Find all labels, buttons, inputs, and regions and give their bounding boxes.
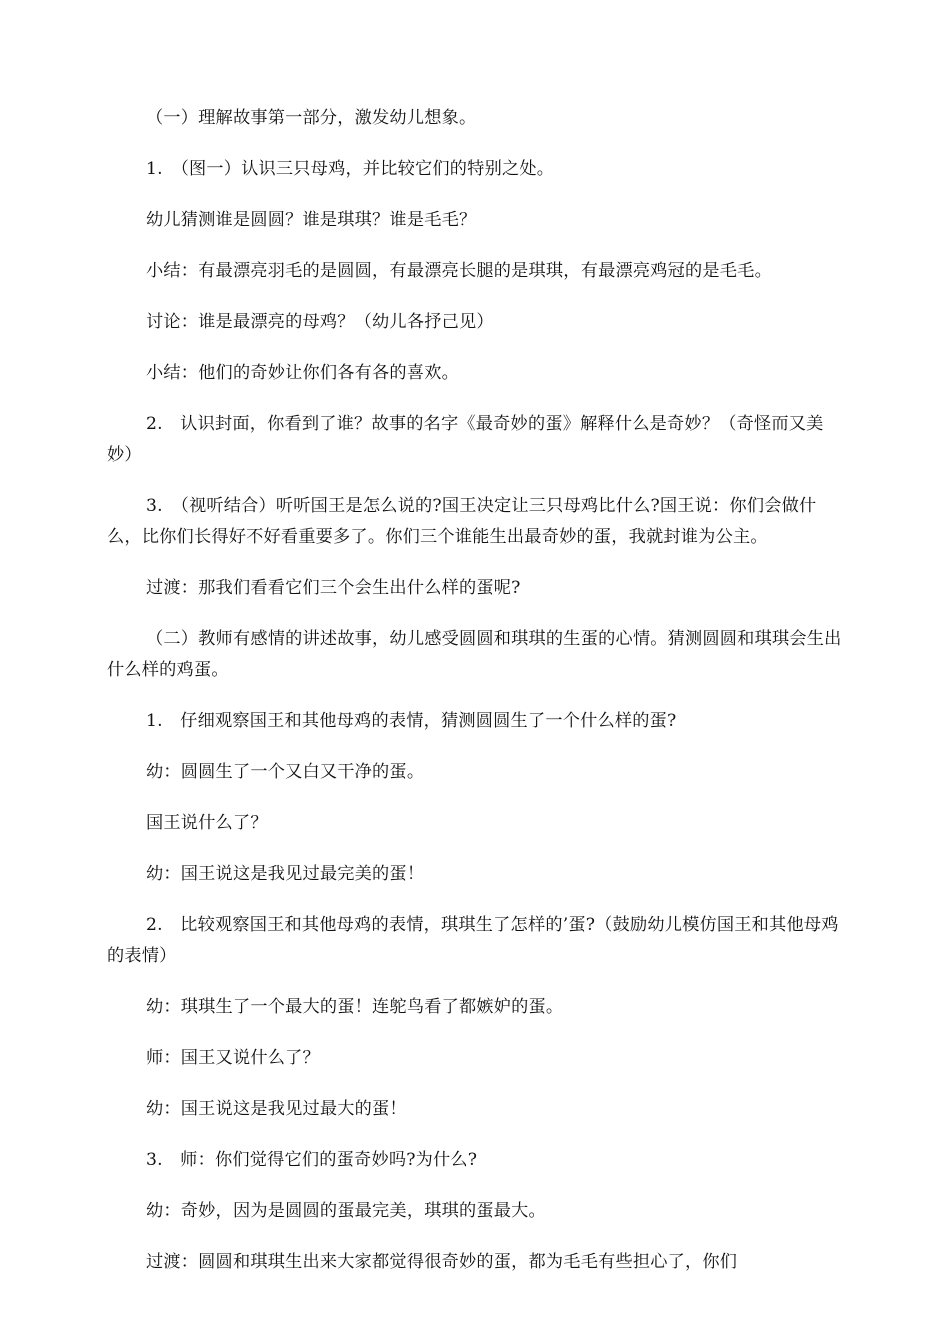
paragraph-guess: 幼儿猜测谁是圆圆？谁是琪琪？谁是毛毛？ (146, 210, 477, 230)
step-item-1: 1. （图一）认识三只母鸡，并比较它们的特别之处。 (146, 159, 555, 179)
paragraph-child-answer-3: 幼：琪琪生了一个最大的蛋！连鸵鸟看了都嫉妒的蛋。 (146, 997, 564, 1017)
paragraph-transition-1: 过渡：那我们看看它们三个会生出什么样的蛋呢? (146, 578, 521, 598)
paragraph-summary-1: 小结：有最漂亮羽毛的是圆圆，有最漂亮长腿的是琪琪，有最漂亮鸡冠的是毛毛。 (146, 261, 772, 281)
step-item-6: 3. 师：你们觉得它们的蛋奇妙吗?为什么? (146, 1150, 478, 1170)
paragraph-child-answer-4: 幼：国王说这是我见过最大的蛋！ (146, 1099, 407, 1119)
step-item-4: 1. 仔细观察国王和其他母鸡的表情，猜测圆圆生了一个什么样的蛋? (146, 711, 677, 731)
section-heading-one: （一）理解故事第一部分，激发幼儿想象。 (146, 108, 477, 128)
paragraph-question-1: 国王说什么了？ (146, 813, 268, 833)
document-body (107, 103, 842, 1298)
paragraph-summary-2: 小结：他们的奇妙让你们各有各的喜欢。 (146, 363, 459, 383)
paragraph-discussion: 讨论：谁是最漂亮的母鸡？（幼儿各抒己见） (146, 312, 494, 332)
step-item-3: 3. （视听结合）听听国王是怎么说的?国王决定让三只母鸡比什么?国王说：你们会做什么，比你们长得好不好看重要多了。你们三个谁能生出最奇妙的蛋，我就封谁为公主。 (107, 496, 817, 547)
step-item-2: 2. 认识封面，你看到了谁？故事的名字《最奇妙的蛋》解释什么是奇妙？（奇怪而又美妙） (107, 414, 824, 465)
paragraph-child-answer-5: 幼：奇妙，因为是圆圆的蛋最完美，琪琪的蛋最大。 (146, 1201, 546, 1221)
paragraph-teacher-question: 师：国王又说什么了？ (146, 1048, 320, 1068)
section-heading-two: （二）教师有感情的讲述故事，幼儿感受圆圆和琪琪的生蛋的心情。猜测圆圆和琪琪会生出什么样的鸡蛋。 (107, 629, 842, 680)
step-item-5: 2. 比较观察国王和其他母鸡的表情，琪琪生了怎样的’蛋?（鼓励幼儿模仿国王和其他母鸡的表情） (107, 915, 839, 966)
paragraph-transition-2: 过渡：圆圆和琪琪生出来大家都觉得很奇妙的蛋，都为毛毛有些担心了，你们 (146, 1252, 738, 1272)
paragraph-child-answer-2: 幼：国王说这是我见过最完美的蛋！ (146, 864, 425, 884)
paragraph-child-answer-1: 幼：圆圆生了一个又白又干净的蛋。 (146, 762, 425, 782)
